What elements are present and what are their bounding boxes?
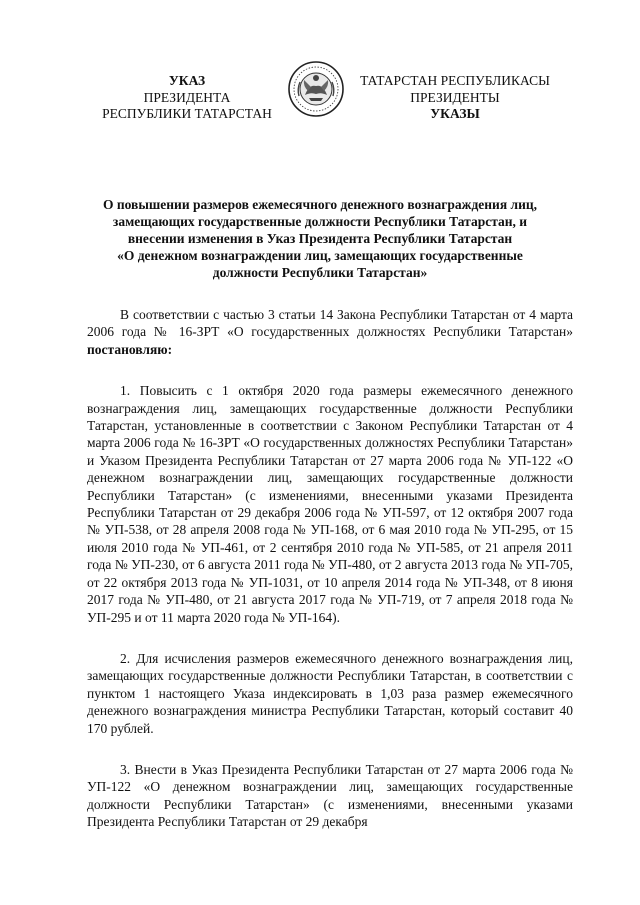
header-left-russian (92, 73, 282, 123)
header-right-line: ТАТАРСТАН РЕСПУБЛИКАСЫ (360, 73, 550, 88)
paragraph-3: 3. Внести в Указ Президента Республики Татарстан от 27 марта 2006 года № УП-122 «О денежном вознаграждении лиц, замещающих государственные должности Республики Татарстан» (с изменениями, внесенными указами Президента Республики Татарстан от 29 декабря (87, 761, 573, 830)
document-header (0, 60, 640, 130)
header-left-line: УКАЗ (168, 73, 206, 88)
header-right-tatar (360, 73, 550, 123)
preamble-resolution: постановляю: (87, 341, 173, 357)
title-line: должности Республики Татарстан» (212, 265, 428, 280)
preamble-text: В соответствии с частью 3 статьи 14 Закона Республики Татарстан от 4 марта 2006 года № 16-ЗРТ «О государственных должностях Республики Татарстан» (87, 307, 573, 340)
header-right-line: ПРЕЗИДЕНТЫ (410, 89, 500, 105)
header-right-line: УКАЗЫ (430, 106, 480, 121)
decree-body (87, 306, 573, 855)
decree-title (70, 196, 570, 281)
paragraph-2: 2. Для исчисления размеров ежемесячного денежного вознаграждения лиц, замещающих государственные должности Республики Татарстан, в соответствии с пунктом 1 настоящего Указа индексировать в 1,03 раза размер ежемесячного денежного вознаграждения министра Республики Татарстан, который составит 40 170 рублей. (87, 650, 573, 736)
title-line: О повышении размеров ежемесячного денежного вознаграждения лиц, (102, 197, 538, 212)
title-line: «О денежном вознаграждении лиц, замещающих государственные (117, 248, 523, 263)
header-left-line: ПРЕЗИДЕНТА (143, 89, 231, 105)
paragraph-1: 1. Повысить с 1 октября 2020 года размеры ежемесячного денежного вознаграждения лиц, замещающих государственные должности Республики Татарстан, установленные в соответствии с Законом Республики Татарстан от 4 марта 2006 года № 16-ЗРТ «О государственных должностях Республики Татарстан» и Указом Президента Республики Татарстан от 27 марта 2006 года № УП-122 «О денежном вознаграждении лиц, замещающих государственные должности Республики Татарстан» (с изменениями, внесенными указами Президента Республики Татарстан от 29 декабря 2006 года № УП-597, от 12 октября 2007 года № УП-538, от 28 апреля 2008 года № УП-168, от 6 мая 2010 года № УП-295, от 15 июля 2010 года № УП-461, от 2 сентября 2010 года № УП-585, от 21 апреля 2011 года № УП-230, от 6 августа 2011 года № УП-480, от 2 августа 2013 года № УП-705, от 22 октября 2013 года № УП-1031, от 10 апреля 2014 года № УП-348, от 8 июня 2017 года № УП-480, от 21 августа 2017 года № УП-719, от 7 апреля 2018 года № УП-295 и от 11 марта 2020 года № УП-164). (87, 383, 573, 625)
title-line: внесении изменения в Указ Президента Республики Татарстан (127, 231, 513, 246)
title-line: замещающих государственные должности Республики Татарстан, и (112, 214, 528, 229)
preamble-paragraph (87, 306, 573, 358)
header-left-line: РЕСПУБЛИКИ ТАТАРСТАН (102, 106, 272, 121)
tatarstan-coat-of-arms-icon (287, 60, 345, 118)
